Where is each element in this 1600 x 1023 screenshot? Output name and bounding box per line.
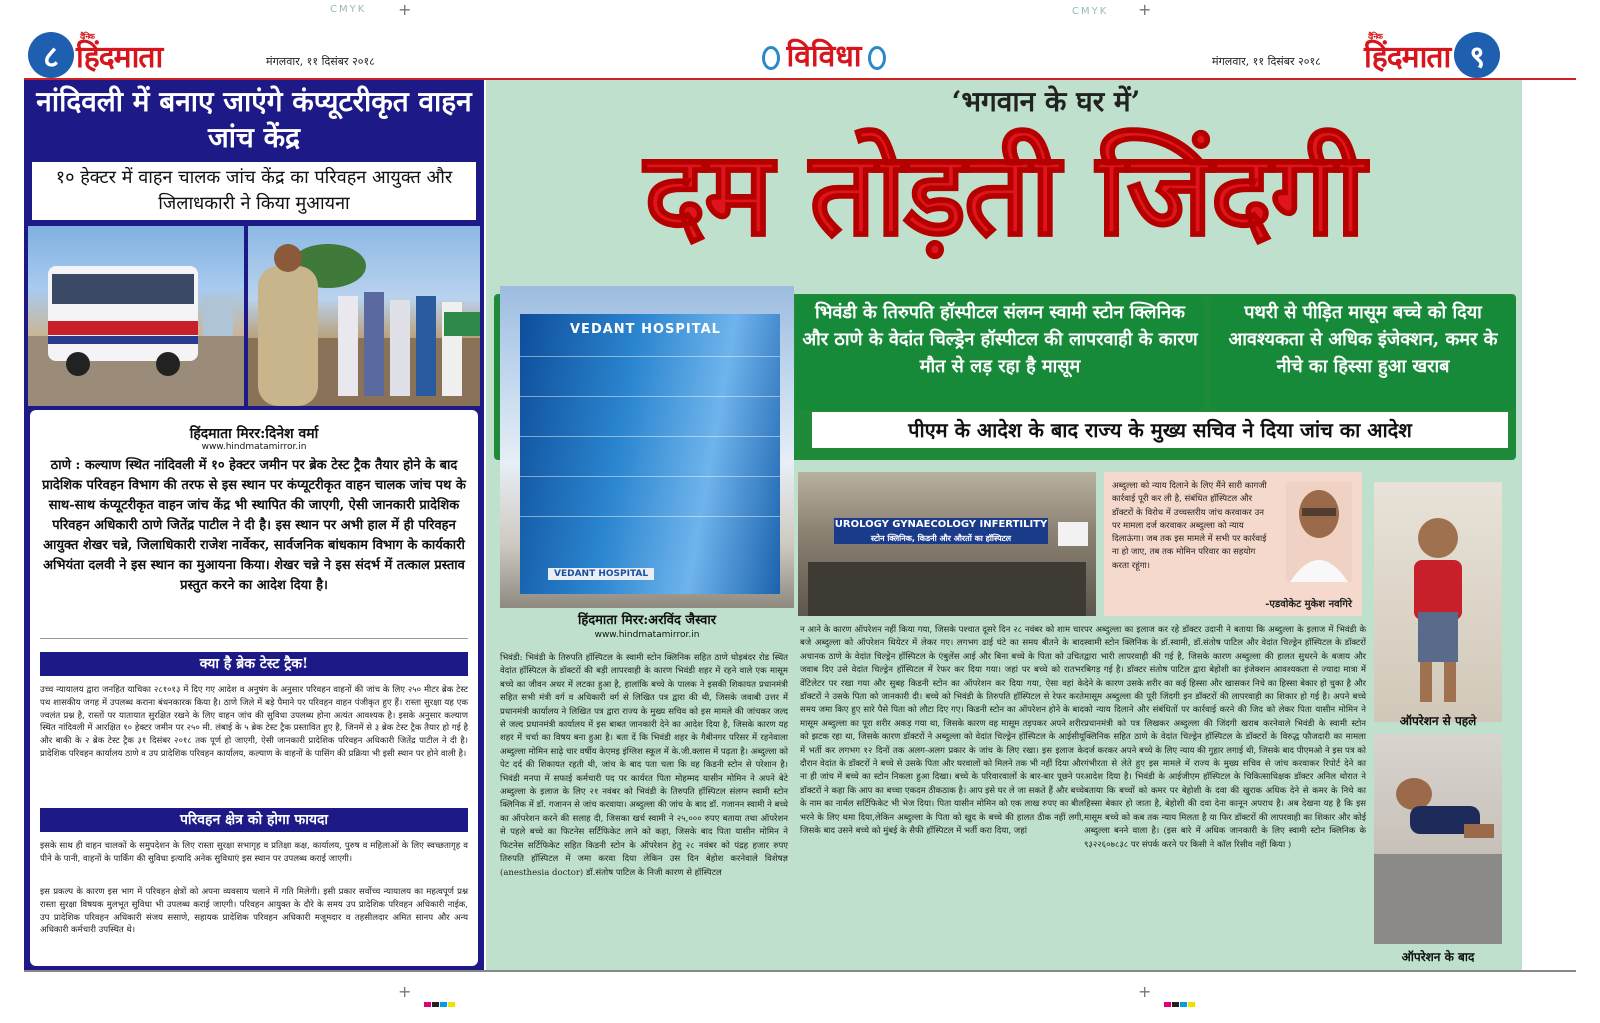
page-number-right: ९ bbox=[1454, 32, 1500, 78]
swirl-icon bbox=[762, 46, 780, 70]
story-column-2: न आने के कारण ऑपरेशन नहीं किया गया, जिसके पश्चात दूसरे दिन २८ नवंबर को शाम चार बजे अब्दुल्ला को ऑपरेशन थियेटर में लेकर गए। लगभग ढाई घंटे का समय बीतने के बाद अचानक ठाणे के वेदांत चिल्ड्रेन हॉस्पिटल के एंबुलेंस आई और बिना बच्चे के पिता को उचित जवाब दिए उसे वेदांत चिल्ड्रेन हॉस्पिटल में रेफर कर दिया गया। जहां पर बच्चे को रातभर वेंटिलेटर पर रखा गया और सुबह किडनी स्टोन का ऑपरेशन कर दिया गया, ऐसा वहां के डॉक्टरों ने उसके पिता को जानकारी दी। बच्चे को भिवंडी के तिरुपति हॉस्पिटल से रेफर करते समय जमा किए हुए सारे पैसे पिता को लौटा दिए गए। किडनी स्टोन का ऑपरेशन होने के बाद मासूम अब्दुल्ला का पूरा शरीर अकड़ गया था, जिसके कारण वह मासूम तड़पकर अपने शरीर को झटक रहा था, जिसके कारण डॉक्टरों ने अब्दुल्ला को वेदांत चिल्ड्रेन हॉस्पिटल के आईसीयू में भर्ती कर लगभग १२ दिनों तक अलग-अलग प्रकार के जांच के लिए रखा। इस इलाज के दौरान वेदांत के डॉक्टरों ने बच्चे से उसके पिता और घरवालों को मिलने तक भी नहीं दिया और ना ही जांच में बच्चे का स्टोन निकला हुआ दिखा। बच्चे के परिवारवालों के बार-बार पूछने पर डॉक्टरों ने कहा कि आप का बच्चा एकदम ठीकठाक है। आप इसे घर ले जा सकते हैं और बच्चे के नाम का नार्मल सर्टिफिकेट भी भेज दिया। पिता यासीन मोमिन को एक लाख रुपए का बील भरने के लिए थमा दिया,लेकिन अब्दुल्ला के पिता को खुद के बच्चे की हालत ठीक नहीं लगी, जिसके बाद उसने बच्चे को मुंबई के सैफी हॉस्पिटल में भर्ती करा दिया, जहां bbox=[800, 625, 1084, 837]
advocate-name: -एडवोकेट मुकेश नवगिरे bbox=[1265, 599, 1352, 610]
transport-body bbox=[30, 410, 478, 966]
transport-lead: ठाणे : कल्याण स्थित नांदिवली में १० हेक्टर जमीन पर ब्रेक टेस्ट ट्रैक तैयार होने के बाद प्रादेशिक परिवहन विभाग की तरफ से इस स्थान पर कंप्यूटरीकृत वाहन चालक जांच पथ के साथ-साथ कंप्यूटरीकृत वाहन जांच केंद्र भी स्थापित की जाएगी, ऐसी जानकारी प्रादेशिक परिवहन अधिकारी ठाणे जितेंद्र पाटील ने दी है। इस स्थान पर अभी हाल में ही परिवहन आयुक्त शेखर चन्ने, जिलाधिकारी राजेश नार्वेकर, सार्वजनिक बांधकाम विभाग के कार्यकारी अभियंता दलवी ने इस स्थान का मुआयना किया। शेखर चन्ने ने इस संदर्भ में तत्काल प्रस्ताव प्रस्तुत करने का आदेश दिया है। bbox=[42, 458, 466, 593]
child-before-image bbox=[1374, 482, 1502, 722]
story-column-3: पर अब्दुल्ला का इलाज कर रहे डॉक्टर उदानी ने बताया कि अब्दुल्ला के इलाज में भिवंडी के स्वामी स्टोन क्लिनिक के डॉ.स्वामी, डॉ.संतोष पाटिल और वेदांत चिल्ड्रेन हॉस्पिटल के डॉक्टरों द्वारा भारी लापरवाही की गई है, जिसके कारण अब्दुल्ला की हालत सुधरने के बजाय और बिगड़ गई है। डॉक्टर संतोष पाटिल द्वारा बेहोशी का इंजेक्शन आवश्यकता से ज्यादा मात्रा में देने के कारण उसके शरीर का कई हिस्सा और खासकर निचे का हिस्सा बेकार हो चुका है और मासूम अब्दुल्ला की पूरी जिंदगी इन डॉक्टरों की लापरवाही का शिकार हो गई है। अपने बच्चे को न्याय दिलाने और संबंधितों पर कार्रवाई करने की जिद को लेकर पिता यासीन मोमिन ने प्रधानमंत्री को पत्र लिखकर अब्दुल्ला की जिंदगी खराब करनेवाले भिवंडी के स्वामी स्टोन क्लिनिक सहित ठाणे के वेदांत चिल्ड्रेन हॉस्पिटल के डॉक्टरों के विरुद्ध फौजदारी का मामला दर्ज करकर अपने बच्चे के लिए न्याय की गुहार लगाई थी, जिसके बाद पीएमओ ने इस पत्र को गंभीरता से लेते हुए इस मामले में राज्य के मुख्य सचिव से जांच करवाकर रिपोर्ट देने का आदेश दिया है। भिवंडी के आईजीएम हॉस्पिटल के चिकित्साधिक्षक डॉक्टर अनिल थोरात ने बताया कि बच्चों को कमर पर बेहोशी के दवा की खुराक अधिक देने से कमर के निचे का हिस्सा बेकार हो जाता है, बेहोशी की दवा देना कानून अपराध है। अब देखना यह है कि इस मासूम बच्चे को कब तक न्याय मिलता है या फिर डॉक्टरों की लापरवाही का शिकार और कोई अब्दुल्ला बनने वाला है। (इस बारे में अधिक जानकारी के लिए स्वामी स्टोन क्लिनिक के ९३२२६०७८३८ पर संपर्क करने पर किसी ने कॉल रिसीव नहीं किया ) bbox=[1084, 625, 1366, 850]
section-title: विविधा bbox=[734, 34, 914, 75]
page-header bbox=[24, 28, 1576, 80]
newspaper-logo-right bbox=[1364, 32, 1500, 78]
bus-image bbox=[28, 226, 244, 406]
advocate-quote-box bbox=[1104, 472, 1362, 616]
color-swatches bbox=[1164, 992, 1196, 1011]
story-column-1: भिवंडी: भिवंडी के तिरुपति हॉस्पिटल के स्वामी स्टोन क्लिनिक सहित ठाणे घोड़बंदर रोड स्थित वेदांत हॉस्पिटल के डॉक्टरों की बड़ी लापरवाही के कारण भिवंडी शहर में रहने वाले एक मासूम बच्चे का जीवन अधर में लटका हुआ है, हालांकि बच्चे के पालक ने इसकी शिकायत प्रधानमंत्री सहित सभी मंत्री वर्ग व अधिकारी वर्ग से लिखित पत्र द्वारा की थी, जिसके जवाबी उत्तर में प्रधानमंत्री कार्यालय ने लिखित पत्र द्वारा राज्य के मुख्य सचिव को इस मामले की जांचकर जल्द से जल्द प्रधानमंत्री कार्यालय में इस बाबत जानकारी देने का आदेश दिया है, जिसके कारण यह शहर में चर्चा का विषय बना हुआ है। बता दें कि भिवंडी शहर के गैबीनगर परिसर में रहनेवाला अब्दुल्ला मोमिन साढ़े चार वर्षीय केएमइ इंग्लिश स्कूल में के.जी.क्लास में पढ़ता है। अब्दुल्ला को पेट दर्द की शिकायत रहती थी, जांच के बाद पता चला कि वह किडनी स्टोन से परेशान है। भिवंडी मनपा में सफाई कर्मचारी पद पर कार्यरत पिता मोहम्मद यासीन मोमिन ने अपने बेटे अब्दुल्ला के इलाज के लिए २१ नवंबर को भिवंडी के तिरुपति हॉस्पिटल संलग्न स्वामी स्टोन क्लिनिक में डॉ. गजानन से जांच करवाया। अब्दुल्ला की जांच के बाद डॉ. गजानन स्वामी ने बच्चे का ऑपरेशन करने की सलाह दी, जिसका खर्च स्वामी ने २५,००० रुपए बताया तथा ऑपरेशन से पहले बच्चे का फिटनेस सर्टिफिकेट लाने को कहा, जिसके बाद पिता यासीन मोमिन ने फिटनेस सर्टिफिकेट सहित किडनी स्टोन के ऑपरेशन हेतु २८ नवंबर को पंद्रह हजार रुपए तिरुपति हॉस्पिटल में जमा करवा दिया लेकिन उस दिन बेहोश करनेवाले विशेषज्ञ (anesthesia doctor) डॉ.संतोष पाटिल के निजी कारण से हॉस्पिटल bbox=[500, 653, 788, 878]
transport-story bbox=[24, 80, 484, 970]
newspaper-logo-left bbox=[28, 32, 162, 78]
officials-inspection-photo bbox=[248, 226, 480, 406]
issue-date-right: मंगलवार, ११ दिसंबर २०१८ bbox=[1212, 55, 1321, 68]
subhead-brake-track: क्या है ब्रेक टेस्ट ट्रैक! bbox=[40, 652, 468, 676]
child-after-photo bbox=[1374, 734, 1502, 944]
byline: हिंदमाता मिरर:अरविंद जैस्वार bbox=[577, 613, 717, 628]
byline-url: www.hindmatamirror.in bbox=[594, 630, 700, 640]
paragraph: इसके साथ ही वाहन चालकों के समुपदेशन के लिए रास्ता सुरक्षा सभागृह व प्रतिक्षा कक्ष, कार्यालय, पुरुष व महिलाओं के लिए स्वच्छतागृह व पीने के पानी, वाहनों के पार्किंग की सुविधा इत्यादि अनेक सुविधाएं इस स्थान पर उपलब्ध कराई जाएगी। bbox=[40, 841, 468, 864]
negligence-story bbox=[486, 80, 1522, 970]
bottom-rule bbox=[24, 970, 1576, 972]
byline-url: www.hindmatamirror.in bbox=[201, 442, 307, 452]
hospital-photo bbox=[500, 286, 794, 608]
child-before-photo bbox=[1374, 482, 1502, 722]
registration-mark: + bbox=[1138, 0, 1152, 19]
color-swatches bbox=[424, 992, 456, 1011]
story-headline: दम तोड़ती जिंदगी bbox=[644, 127, 1364, 262]
bus-photo bbox=[28, 226, 244, 406]
byline: हिंदमाता मिरर:दिनेश वर्मा bbox=[189, 426, 319, 442]
registration-mark: + bbox=[398, 0, 412, 19]
cmyk-mark-left: CMYK bbox=[330, 4, 367, 15]
logo-name: हिंदमाता bbox=[1364, 39, 1451, 75]
issue-date-left: मंगलवार, ११ दिसंबर २०१८ bbox=[266, 55, 375, 68]
cmyk-mark-right: CMYK bbox=[1072, 6, 1109, 17]
registration-mark: + bbox=[1138, 982, 1152, 1001]
officials-image bbox=[248, 226, 480, 406]
advocate-quote: अब्दुल्ला को न्याय दिलाने के लिए मैंने सारी कागजी कार्रवाई पूरी कर ली है, संबंधित हॉस्पिटल और डॉक्टरों के विरोध में उच्चस्तरीय जांच करवाकर उन पर मामला दर्ज करवाकर अब्दुल्ला को न्याय दिलाऊंगा। जब तक इस मामले में सभी पर कार्रवाई ना हो जाए, तब तक मोमिन परिवार का सहयोग करता रहूंगा। bbox=[1112, 481, 1267, 571]
child-after-image bbox=[1374, 734, 1502, 944]
clinic-photo bbox=[798, 472, 1096, 616]
swirl-icon bbox=[868, 46, 886, 70]
inquiry-order-bar: पीएम के आदेश के बाद राज्य के मुख्य सचिव ने दिया जांच का आदेश bbox=[810, 410, 1510, 450]
logo-tagline: दैनिक bbox=[80, 31, 94, 41]
page-number-left: ८ bbox=[28, 32, 74, 78]
logo-tagline: दैनिक bbox=[1368, 31, 1382, 41]
clinic-sign: UROLOGY GYNAECOLOGY INFERTILITY स्टोन क्लिनिक, किडनी और औरतों का हॉस्पिटल bbox=[834, 519, 1048, 543]
advocate-portrait bbox=[1286, 482, 1352, 582]
subhead-transport-benefit: परिवहन क्षेत्र को होगा फायदा bbox=[40, 808, 468, 832]
hospital-ground-sign: VEDANT HOSPITAL bbox=[548, 568, 654, 580]
caption-after: ऑपरेशन के बाद bbox=[1401, 950, 1475, 964]
transport-subheadline: १० हेक्टर में वाहन चालक जांच केंद्र का परिवहन आयुक्त और जिलाधकारी ने किया मुआयना bbox=[32, 162, 476, 220]
caption-before: ऑपरेशन से पहले bbox=[1399, 714, 1477, 728]
story-kicker: ‘भगवान के घर में’ bbox=[951, 85, 1141, 118]
registration-mark: + bbox=[398, 982, 412, 1001]
transport-headline: नांदिवली में बनाए जाएंगे कंप्यूटरीकृत वाहन जांच केंद्र bbox=[36, 85, 472, 154]
logo-name: हिंदमाता bbox=[76, 39, 163, 75]
paragraph: उच्च न्यायालय द्वारा जनहित याचिका २८१०१३ में दिए गए आदेश व अनुषंग के अनुसार परिवहन वाहनों की जांच के लिए २५० मीटर ब्रेक टेस्ट पथ शासकीय जगह में उपलब्ध कराना बंधनकारक किया है। ठाणे जिले में बड़े पैमाने पर परिवहन वाहन पंजीकृत हुए हैं। रास्ता सुरक्षा यह एक ज्वलंत प्रश्न है, रास्तों पर यातायात सुरक्षित रखने के लिए वाहन जांच की सुविधा उपलब्ध होना अत्यंत आवश्यक है। इसके अनुसार कल्याण स्थित नांदिवली में आरक्षित १० हेक्टर जमीन पर २५० मी. लंबाई के ५ ब्रेक टेस्ट ट्रैक प्रस्तावित हुए है, जिनमें से ३ ब्रेक टेस्ट ट्रैक तैयार हो गई है और बाकी के २ ब्रेक टेस्ट ट्रैक ३१ दिसंबर २०१८ तक पूर्ण हो जाएगी, ऐसी जानकारी प्रादेशिक परिवहन अधिकारी जितेंद्र पाटील ने दी है। प्रादेशिक परिवहन कार्यालय ठाणे व उप प्रादेशिक परिवहन कार्यालय, कल्याण के वाहनों के पासिंग की प्रक्रिया भी इसी स्थान पर होने वाली है। bbox=[40, 685, 468, 759]
deck-injection: पथरी से पीड़ित मासूम बच्चे को दिया आवश्यकता से अधिक इंजेक्शन, कमर के नीचे का हिस्सा हुआ खराब bbox=[1210, 296, 1516, 410]
deck-clinic: भिवंडी के तिरुपति हॉस्पीटल संलग्न स्वामी स्टोन क्लिनिक और ठाणे के वेदांत चिल्ड्रेन हॉस्पीटल की लापरवाही के कारण मौत से लड़ रहा है मासूम bbox=[796, 296, 1204, 410]
paragraph: इस प्रकल्प के कारण इस भाग में परिवहन क्षेत्रों को अपना व्यवसाय चलाने में गति मिलेगी। इसी प्रकार सर्वोच्च न्यायालय का महत्वपूर्ण प्रश्न रास्ता सुरक्षा विषयक मुलभूत सुविधा भी उपलब्ध कराई जाएगी। परिवहन आयुक्त के दौरे के समय उप प्रादेशिक परिवहन अधिकारी नाईक, उप प्रादेशिक परिवहन अधिकारी संजय ससाणे, सहायक प्रादेशिक परिवहन अधिकारी मजूमदार व तहसीलदार अमित सानप और अन्य अधिकारी कर्मचारी उपस्थित थे। bbox=[40, 887, 468, 936]
hospital-sign: VEDANT HOSPITAL bbox=[570, 322, 721, 337]
